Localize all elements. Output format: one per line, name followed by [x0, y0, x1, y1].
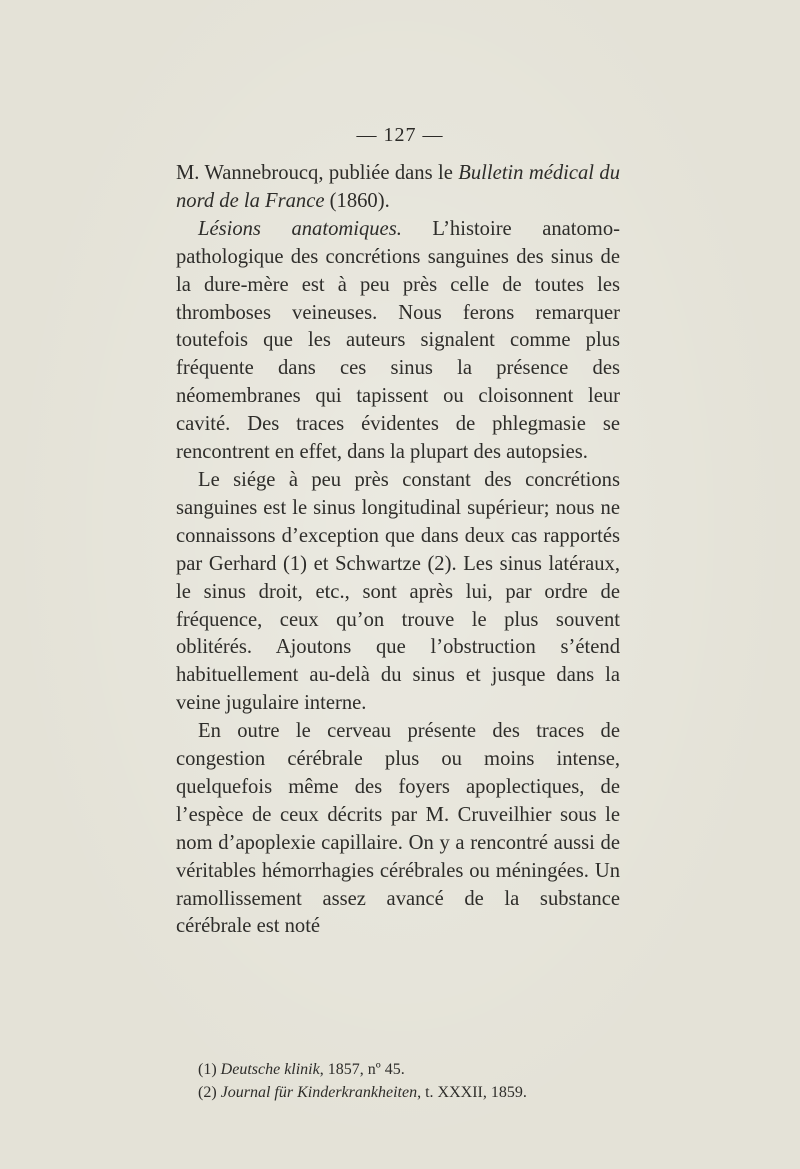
- paragraph-1: [176, 160, 620, 216]
- footnote-1-number: (1): [198, 1061, 221, 1078]
- footnote-1-details: , 1857, nº 45.: [319, 1061, 405, 1078]
- footnote-2: [176, 1081, 620, 1104]
- paragraph-2-text: L’histoire anatomo-pathologique des concrétions sanguines des sinus de la dure-mère est à peu près celle de toutes les thromboses veineuses. Nous ferons remarquer toutefois que les auteurs signalent comme plus fréquente dans ces sinus la présence des néomembranes qui tapissent ou cloisonnent leur cavité. Des traces évidentes de phlegmasie se rencontrent en effet, dans la plupart des autopsies.: [176, 217, 620, 464]
- main-text: [176, 160, 620, 941]
- paragraph-3: Le siége à peu près constant des concrétions sanguines est le sinus longitudinal supérieur; nous ne connaissons d’exception que dans deux cas rapportés par Gerhard (1) et Schwartze (2). Les sinus latéraux, le sinus droit, etc., sont après lui, par ordre de fréquence, ceux qu’on trouve le plus souvent oblitérés. Ajoutons que l’obstruction s’étend habituellement au-delà du sinus et jusque dans la veine jugulaire interne.: [176, 468, 620, 715]
- journal-title: Bulletin médical du nord de la France: [176, 162, 621, 212]
- footnote-2-number: (2): [198, 1084, 221, 1101]
- page-number: — 127 —: [356, 124, 444, 146]
- footnote-2-title: Journal für Kinderkrankheiten: [220, 1084, 418, 1101]
- footnotes: [176, 1058, 620, 1104]
- section-heading: Lésions anatomiques.: [198, 217, 402, 240]
- paragraph-4: En outre le cerveau présente des traces de congestion cérébrale plus ou moins intense, quelquefois même des foyers apoplectiques, de l’espèce de ceux décrits par M. Cruveilhier sous le nom d’apoplexie capillaire. On y a rencontré aussi de véritables hémorrhagies cérébrales ou méningées. Un ramollissement assez avancé de la substance cérébrale est noté: [176, 720, 620, 938]
- paragraph-1-end: (1860).: [324, 189, 390, 212]
- footnote-1: [176, 1058, 620, 1081]
- paragraph-1-start: M. Wannebroucq, publiée dans le: [176, 162, 459, 184]
- footnote-2-details: , t. XXXII, 1859.: [417, 1084, 527, 1101]
- paragraph-2: [176, 216, 620, 467]
- footnote-1-title: Deutsche klinik: [220, 1061, 320, 1078]
